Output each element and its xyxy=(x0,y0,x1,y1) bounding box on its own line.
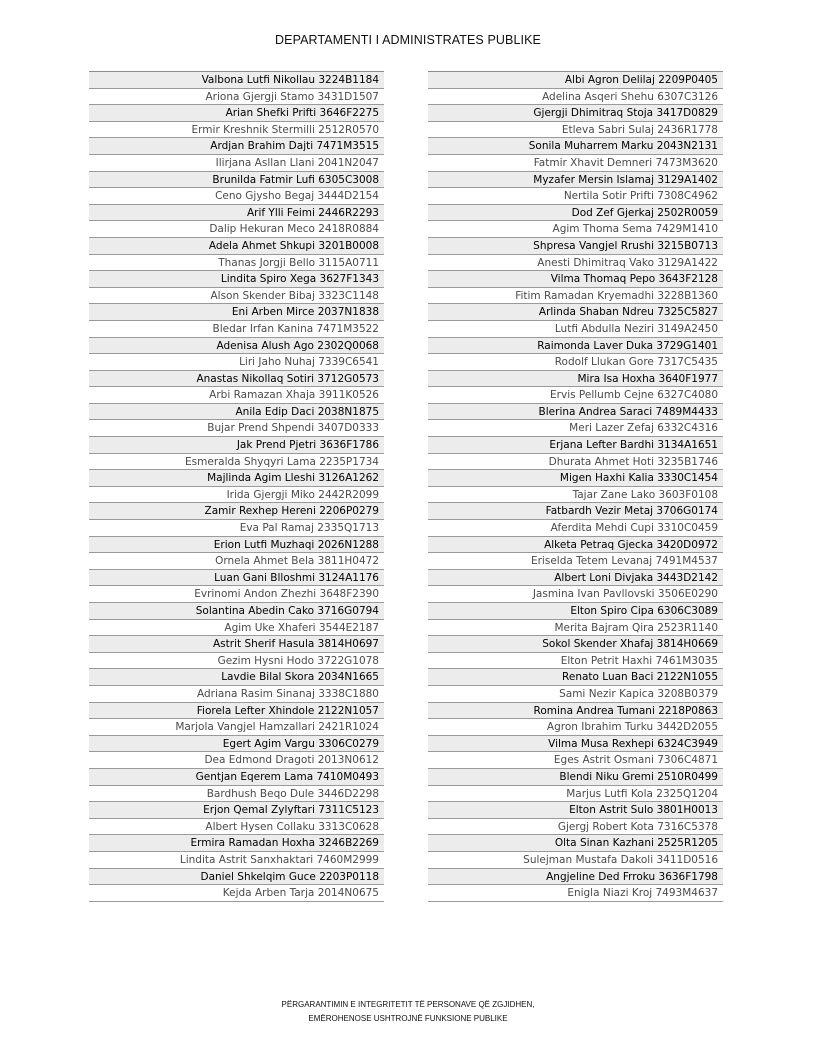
list-item: Ilirjana Asllan Llani 2041N2047 xyxy=(89,155,384,172)
list-item: Arian Shefki Prifti 3646F2275 xyxy=(89,105,384,122)
list-item: Anastas Nikollaq Sotiri 3712G0573 xyxy=(89,371,384,388)
list-item: Merita Bajram Qira 2523R1140 xyxy=(428,620,723,637)
list-item: Elton Astrit Sulo 3801H0013 xyxy=(428,802,723,819)
list-item: Eni Arben Mirce 2037N1838 xyxy=(89,304,384,321)
list-item: Irida Gjergji Miko 2442R2099 xyxy=(89,487,384,504)
list-item: Sulejman Mustafa Dakoli 3411D0516 xyxy=(428,852,723,869)
list-item: Anesti Dhimitraq Vako 3129A1422 xyxy=(428,255,723,272)
list-item: Sokol Skender Xhafaj 3814H0669 xyxy=(428,636,723,653)
footer-line-1: PËRGARANTIMIN E INTEGRITETIT TË PERSONAVE QË ZGJIDHEN, xyxy=(281,1000,535,1009)
list-item: Ermir Kreshnik Stermilli 2512R0570 xyxy=(89,122,384,139)
list-item: Agron Ibrahim Turku 3442D2055 xyxy=(428,719,723,736)
left-name-list xyxy=(89,71,384,902)
list-item: Etleva Sabri Sulaj 2436R1778 xyxy=(428,122,723,139)
list-item: Luan Gani Blloshmi 3124A1176 xyxy=(89,570,384,587)
right-name-list xyxy=(428,71,723,902)
list-item: Fatmir Xhavit Demneri 7473M3620 xyxy=(428,155,723,172)
list-item: Alson Skender Bibaj 3323C1148 xyxy=(89,288,384,305)
list-item: Ervis Pellumb Cejne 6327C4080 xyxy=(428,387,723,404)
list-item: Gjergj Robert Kota 7316C5378 xyxy=(428,819,723,836)
list-item: Elton Spiro Cipa 6306C3089 xyxy=(428,603,723,620)
list-item: Daniel Shkelqim Guce 2203P0118 xyxy=(89,869,384,886)
list-item: Dod Zef Gjerkaj 2502R0059 xyxy=(428,205,723,222)
list-item: Brunilda Fatmir Lufi 6305C3008 xyxy=(89,172,384,189)
list-item: Alketa Petraq Gjecka 3420D0972 xyxy=(428,537,723,554)
list-item: Adela Ahmet Shkupi 3201B0008 xyxy=(89,238,384,255)
list-item: Astrit Sherif Hasula 3814H0697 xyxy=(89,636,384,653)
list-item: Adriana Rasim Sinanaj 3338C1880 xyxy=(89,686,384,703)
list-item: Aferdita Mehdi Cupi 3310C0459 xyxy=(428,520,723,537)
list-item: Romina Andrea Tumani 2218P0863 xyxy=(428,703,723,720)
page-title: DEPARTAMENTI I ADMINISTRATES PUBLIKE xyxy=(275,33,541,47)
list-item: Adelina Asqeri Shehu 6307C3126 xyxy=(428,89,723,106)
list-item: Myzafer Mersin Islamaj 3129A1402 xyxy=(428,172,723,189)
list-item: Lutfi Abdulla Neziri 3149A2450 xyxy=(428,321,723,338)
list-item: Raimonda Laver Duka 3729G1401 xyxy=(428,338,723,355)
list-item: Arif Ylli Feimi 2446R2293 xyxy=(89,205,384,222)
list-item: Shpresa Vangjel Rrushi 3215B0713 xyxy=(428,238,723,255)
list-item: Eva Pal Ramaj 2335Q1713 xyxy=(89,520,384,537)
page-footer xyxy=(0,998,816,1026)
list-item: Lindita Astrit Sanxhaktari 7460M2999 xyxy=(89,852,384,869)
list-item: Egert Agim Vargu 3306C0279 xyxy=(89,736,384,753)
list-item: Bujar Prend Shpendi 3407D0333 xyxy=(89,420,384,437)
list-item: Arbi Ramazan Xhaja 3911K0526 xyxy=(89,387,384,404)
list-item: Arlinda Shaban Ndreu 7325C5827 xyxy=(428,304,723,321)
list-item: Liri Jaho Nuhaj 7339C6541 xyxy=(89,354,384,371)
list-item: Migen Haxhi Kalia 3330C1454 xyxy=(428,470,723,487)
list-item: Mira Isa Hoxha 3640F1977 xyxy=(428,371,723,388)
list-item: Albi Agron Delilaj 2209P0405 xyxy=(428,72,723,89)
list-item: Meri Lazer Zefaj 6332C4316 xyxy=(428,420,723,437)
list-item: Evrinomi Andon Zhezhi 3648F2390 xyxy=(89,586,384,603)
list-item: Anila Edip Daci 2038N1875 xyxy=(89,404,384,421)
list-item: Bardhush Beqo Dule 3446D2298 xyxy=(89,786,384,803)
list-item: Agim Uke Xhaferi 3544E2187 xyxy=(89,620,384,637)
list-item: Blerina Andrea Saraci 7489M4433 xyxy=(428,404,723,421)
list-item: Adenisa Alush Ago 2302Q0068 xyxy=(89,338,384,355)
list-item: Jasmina Ivan Pavllovski 3506E0290 xyxy=(428,586,723,603)
list-item: Bledar Irfan Kanina 7471M3522 xyxy=(89,321,384,338)
footer-line-2: EMËROHENOSE USHTROJNË FUNKSIONE PUBLIKE xyxy=(308,1014,508,1023)
list-item: Esmeralda Shyqyri Lama 2235P1734 xyxy=(89,454,384,471)
list-item: Vilma Musa Rexhepi 6324C3949 xyxy=(428,736,723,753)
list-item: Erion Lutfi Muzhaqi 2026N1288 xyxy=(89,537,384,554)
list-item: Ceno Gjysho Begaj 3444D2154 xyxy=(89,188,384,205)
list-item: Zamir Rexhep Hereni 2206P0279 xyxy=(89,503,384,520)
list-item: Dalip Hekuran Meco 2418R0884 xyxy=(89,221,384,238)
list-item: Elton Petrit Haxhi 7461M3035 xyxy=(428,653,723,670)
list-item: Lindita Spiro Xega 3627F1343 xyxy=(89,271,384,288)
list-item: Jak Prend Pjetri 3636F1786 xyxy=(89,437,384,454)
list-item: Ermira Ramadan Hoxha 3246B2269 xyxy=(89,835,384,852)
list-item: Solantina Abedin Cako 3716G0794 xyxy=(89,603,384,620)
list-item: Gjergji Dhimitraq Stoja 3417D0829 xyxy=(428,105,723,122)
list-item: Majlinda Agim Lleshi 3126A1262 xyxy=(89,470,384,487)
list-item: Sonila Muharrem Marku 2043N2131 xyxy=(428,138,723,155)
list-item: Thanas Jorgji Bello 3115A0711 xyxy=(89,255,384,272)
list-item: Enigla Niazi Kroj 7493M4637 xyxy=(428,885,723,902)
list-item: Marjola Vangjel Hamzallari 2421R1024 xyxy=(89,719,384,736)
list-item: Ardjan Brahim Dajti 7471M3515 xyxy=(89,138,384,155)
list-item: Albert Hysen Collaku 3313C0628 xyxy=(89,819,384,836)
list-item: Renato Luan Baci 2122N1055 xyxy=(428,669,723,686)
list-item: Erjon Qemal Zylyftari 7311C5123 xyxy=(89,802,384,819)
list-item: Dea Edmond Dragoti 2013N0612 xyxy=(89,752,384,769)
list-item: Fatbardh Vezir Metaj 3706G0174 xyxy=(428,503,723,520)
list-item: Tajar Zane Lako 3603F0108 xyxy=(428,487,723,504)
list-item: Marjus Lutfi Kola 2325Q1204 xyxy=(428,786,723,803)
list-item: Ariona Gjergji Stamo 3431D1507 xyxy=(89,89,384,106)
list-item: Kejda Arben Tarja 2014N0675 xyxy=(89,885,384,902)
list-item: Agim Thoma Sema 7429M1410 xyxy=(428,221,723,238)
list-item: Gentjan Eqerem Lama 7410M0493 xyxy=(89,769,384,786)
list-item: Vilma Thomaq Pepo 3643F2128 xyxy=(428,271,723,288)
list-item: Erjana Lefter Bardhi 3134A1651 xyxy=(428,437,723,454)
list-item: Eges Astrit Osmani 7306C4871 xyxy=(428,752,723,769)
list-item: Rodolf Llukan Gore 7317C5435 xyxy=(428,354,723,371)
list-item: Blendi Niku Gremi 2510R0499 xyxy=(428,769,723,786)
list-item: Angjeline Ded Frroku 3636F1798 xyxy=(428,869,723,886)
list-item: Sami Nezir Kapica 3208B0379 xyxy=(428,686,723,703)
list-item: Valbona Lutfi Nikollau 3224B1184 xyxy=(89,72,384,89)
list-item: Nertila Sotir Prifti 7308C4962 xyxy=(428,188,723,205)
list-item: Fitim Ramadan Kryemadhi 3228B1360 xyxy=(428,288,723,305)
list-item: Dhurata Ahmet Hoti 3235B1746 xyxy=(428,454,723,471)
list-item: Ornela Ahmet Bela 3811H0472 xyxy=(89,553,384,570)
list-item: Gezim Hysni Hodo 3722G1078 xyxy=(89,653,384,670)
list-item: Albert Loni Divjaka 3443D2142 xyxy=(428,570,723,587)
list-item: Olta Sinan Kazhani 2525R1205 xyxy=(428,835,723,852)
list-item: Lavdie Bilal Skora 2034N1665 xyxy=(89,669,384,686)
list-item: Eriselda Tetem Levanaj 7491M4537 xyxy=(428,553,723,570)
list-item: Fiorela Lefter Xhindole 2122N1057 xyxy=(89,703,384,720)
